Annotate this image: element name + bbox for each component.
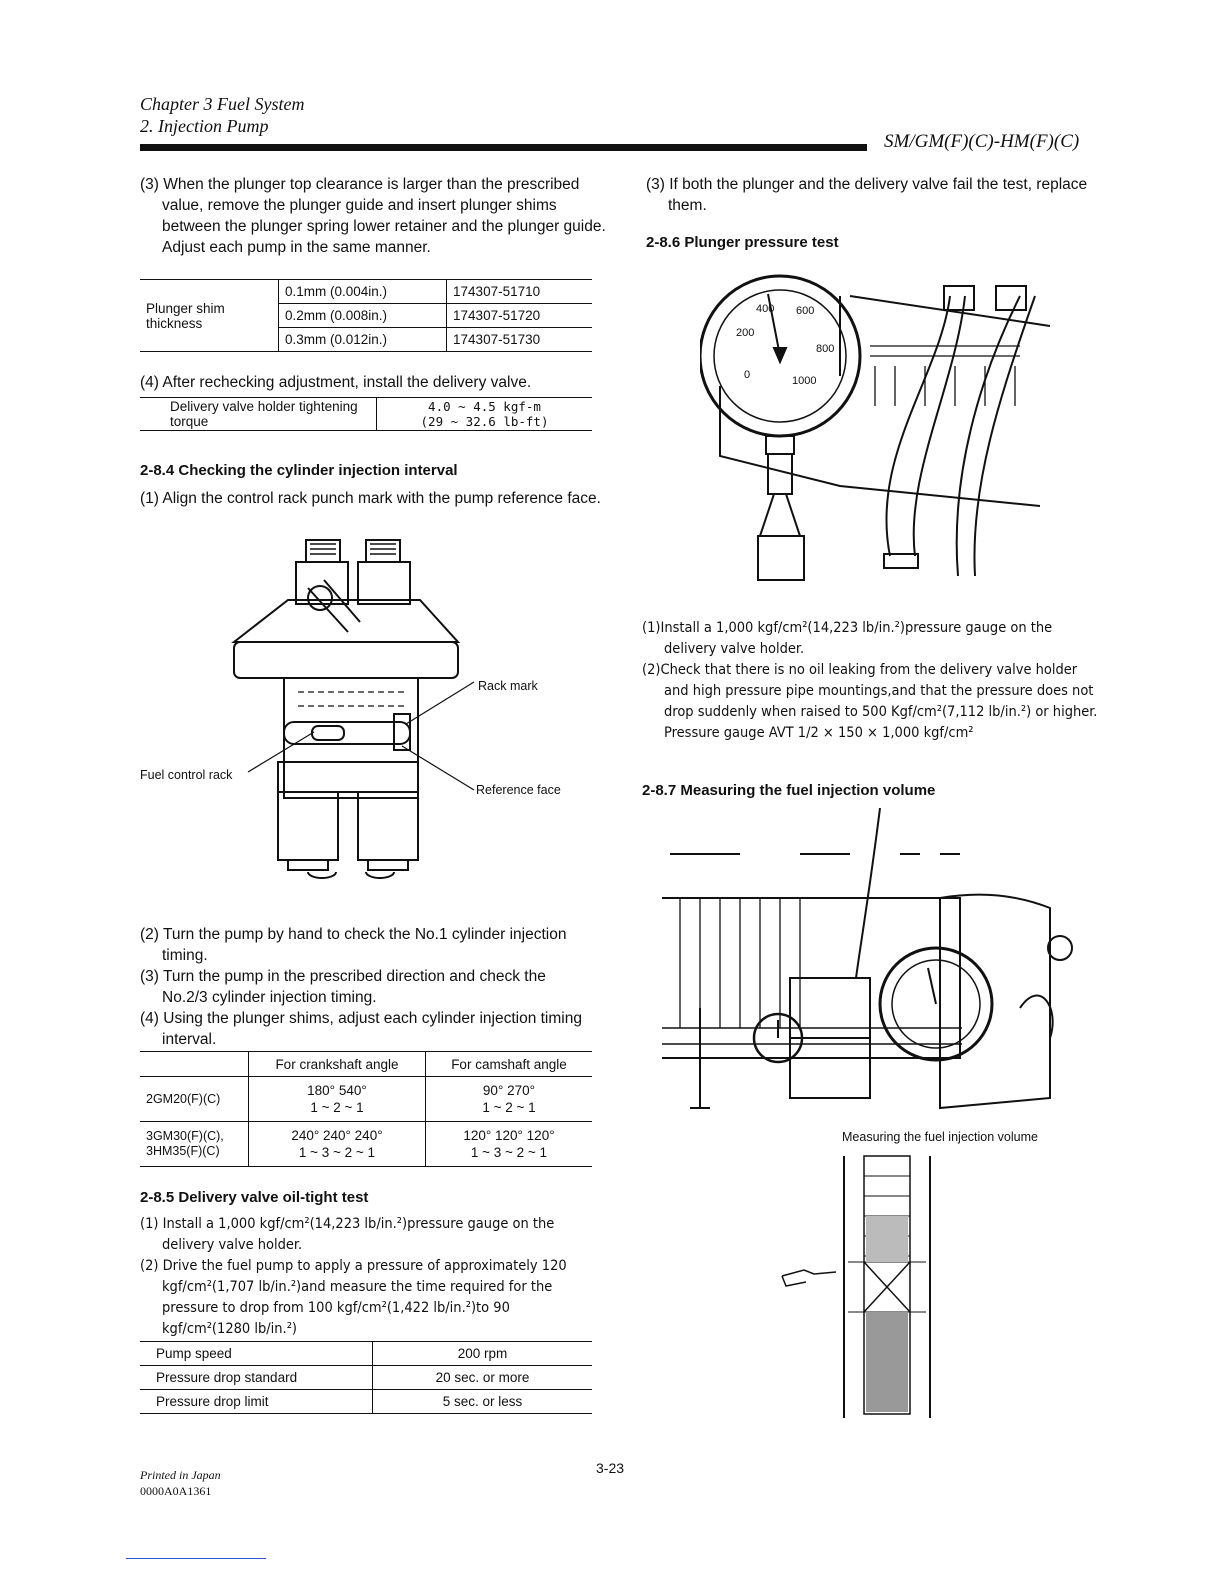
timing-header-crankshaft: For crankshaft angle [249, 1052, 426, 1077]
torque-value-lbft: (29 ~ 32.6 lb-ft) [420, 414, 549, 429]
gauge-tick-200: 200 [736, 327, 755, 339]
pd-value: 200 rpm [373, 1342, 593, 1366]
timing-model: 2GM20(F)(C) [140, 1077, 249, 1122]
step-4-install-delivery-valve: (4) After rechecking adjustment, install the delivery valve. [140, 374, 532, 391]
shim-part: 174307-51730 [447, 328, 592, 352]
gauge-tick-0: 0 [744, 369, 751, 381]
gauge-tick-800: 800 [816, 343, 835, 355]
figure-caption-injection-volume: Measuring the fuel injection volume [842, 1130, 1038, 1144]
pressure-gauge-illustration [700, 256, 1060, 586]
step-1-align-rack: (1) Align the control rack punch mark with the pump reference face. [140, 490, 601, 507]
step-2-drive-pump: (2) Drive the fuel pump to apply a pressure of approximately 120 kgf/cm²(1,707 lb/in.²)and measure the time required for the pressure to drop from 100 kgf/cm²(1,422 lb/in.²)to 90 kgf/cm²(1280 lb/in.²) [140, 1258, 567, 1337]
shim-size: 0.3mm (0.012in.) [279, 328, 447, 352]
timing-crank-order: 1 ~ 3 ~ 2 ~ 1 [298, 1145, 376, 1160]
section-2-8-4-title: 2-8.4 Checking the cylinder injection interval [140, 462, 458, 479]
step-1-install-gauge-delivery: (1)Install a 1,000 kgf/cm²(14,223 lb/in.²)pressure gauge on the delivery valve holder. [642, 620, 1053, 657]
torque-table [140, 397, 592, 431]
timing-header-blank [140, 1052, 249, 1077]
pd-value: 5 sec. or less [373, 1390, 593, 1414]
timing-model: 3GM30(F)(C), 3HM35(F)(C) [146, 1129, 224, 1158]
timing-cam-order: 1 ~ 3 ~ 2 ~ 1 [470, 1145, 548, 1160]
step-3-prescribed-direction: (3) Turn the pump in the prescribed direction and check the No.2/3 cylinder injection timing. [140, 968, 546, 1006]
label-rack-mark: Rack mark [478, 679, 538, 693]
timing-table [140, 1051, 592, 1167]
printed-in-japan: Printed in Japan [140, 1468, 221, 1482]
injection-pump-illustration [138, 532, 598, 892]
shim-table-label: Plunger shim thickness [146, 300, 225, 331]
label-reference-face: Reference face [476, 783, 561, 797]
step-3-plunger-shims: (3) When the plunger top clearance is larger than the prescribed value, remove the plunger guide and insert plunger shims between the plunger spring lower retainer and the plunger guide. Adjust each pump in the same manner. [140, 176, 606, 256]
shim-size: 0.2mm (0.008in.) [279, 304, 447, 328]
pressure-gauge-spec: Pressure gauge AVT 1/2 × 150 × 1,000 kgf/cm² [664, 725, 974, 741]
step-1-install-gauge: (1) Install a 1,000 kgf/cm²(14,223 lb/in.²)pressure gauge on the delivery valve holder. [140, 1216, 555, 1253]
step-3-replace: (3) If both the plunger and the delivery valve fail the test, replace them. [646, 176, 1088, 214]
step-4-adjust-shims: (4) Using the plunger shims, adjust each cylinder injection timing interval. [140, 1010, 582, 1048]
step-2-turn-pump: (2) Turn the pump by hand to check the No.1 cylinder injection timing. [140, 926, 567, 964]
chapter-title: Chapter 3 Fuel System [140, 94, 305, 114]
footer-link-underline [126, 1558, 266, 1559]
gauge-tick-1000: 1000 [792, 375, 817, 387]
section-2-8-5-title: 2-8.5 Delivery valve oil-tight test [140, 1189, 369, 1206]
torque-value-kgf: 4.0 ~ 4.5 kgf-m [428, 399, 541, 414]
timing-cam-angles: 120° 120° 120° [463, 1128, 555, 1143]
header-rule [140, 144, 867, 151]
measuring-cylinders-illustration [776, 1152, 936, 1420]
section-title: 2. Injection Pump [140, 116, 269, 136]
shim-size: 0.1mm (0.004in.) [279, 280, 447, 304]
section-2-8-7-title: 2-8.7 Measuring the fuel injection volume [642, 782, 936, 799]
fuel-injection-bench-illustration [660, 808, 1080, 1148]
pd-value: 20 sec. or more [373, 1366, 593, 1390]
timing-crank-angles: 180° 540° [307, 1083, 367, 1098]
shim-part: 174307-51720 [447, 304, 592, 328]
document-code: 0000A0A1361 [140, 1484, 212, 1498]
pd-label: Pump speed [140, 1342, 373, 1366]
timing-crank-order: 1 ~ 2 ~ 1 [310, 1100, 364, 1115]
gauge-tick-600: 600 [796, 305, 815, 317]
gauge-tick-400: 400 [756, 303, 775, 315]
timing-header-camshaft: For camshaft angle [425, 1052, 592, 1077]
timing-cam-order: 1 ~ 2 ~ 1 [482, 1100, 536, 1115]
torque-label: Delivery valve holder tightening torque [170, 399, 358, 429]
model-designation: SM/GM(F)(C)-HM(F)(C) [884, 131, 1080, 152]
timing-cam-angles: 90° 270° [482, 1083, 536, 1098]
pressure-drop-table [140, 1341, 592, 1414]
label-fuel-control-rack: Fuel control rack [140, 768, 233, 782]
pd-label: Pressure drop limit [156, 1394, 269, 1409]
timing-crank-angles: 240° 240° 240° [291, 1128, 383, 1143]
shim-part: 174307-51710 [447, 280, 592, 304]
page-number: 3-23 [596, 1460, 625, 1476]
pd-label: Pressure drop standard [140, 1366, 373, 1390]
shim-table [140, 279, 592, 352]
section-2-8-6-title: 2-8.6 Plunger pressure test [646, 234, 839, 251]
step-2-check-leak: (2)Check that there is no oil leaking from the delivery valve holder and high pressure pipe mountings,and that the pressure does not drop suddenly when raised to 500 Kgf/cm²(7,112 lb/in.²) or higher. [642, 662, 1098, 720]
